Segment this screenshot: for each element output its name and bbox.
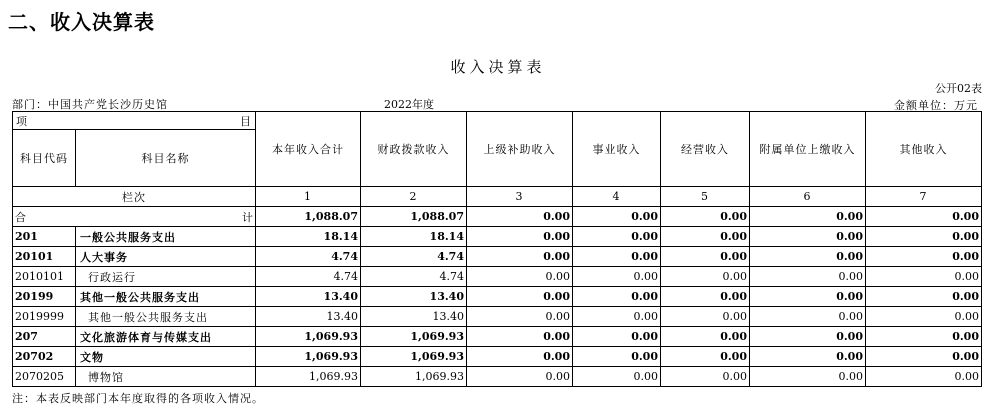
department-label: 部门：中国共产党长沙历史馆 <box>12 98 168 111</box>
row-code: 20199 <box>13 287 76 307</box>
row-value-2: 1,069.93 <box>361 347 467 367</box>
table-row <box>13 267 982 287</box>
row-value-2: 18.14 <box>361 227 467 247</box>
row-value-1: 4.74 <box>256 267 361 287</box>
row-value-6: 0.00 <box>750 247 866 267</box>
col-num-3: 3 <box>467 187 573 207</box>
row-value-7: 0.00 <box>866 327 982 347</box>
table-title: 收入决算表 <box>450 58 546 76</box>
column-number-row <box>13 187 982 207</box>
section-heading: 二、收入决算表 <box>8 10 155 34</box>
col-num-5: 5 <box>661 187 750 207</box>
total-value-1: 1,088.07 <box>256 207 361 227</box>
total-ji: 计 <box>242 210 253 224</box>
xiang-mu-cell <box>13 112 256 130</box>
row-code: 207 <box>13 327 76 347</box>
row-value-4: 0.00 <box>573 327 661 347</box>
table-row <box>13 287 982 307</box>
row-value-4: 0.00 <box>573 287 661 307</box>
row-value-4: 0.00 <box>573 247 661 267</box>
row-value-5: 0.00 <box>661 367 750 387</box>
total-value-5: 0.00 <box>661 207 750 227</box>
row-name: 博物馆 <box>76 367 256 387</box>
total-value-4: 0.00 <box>573 207 661 227</box>
table-row <box>13 247 982 267</box>
total-row <box>13 207 982 227</box>
row-value-5: 0.00 <box>661 347 750 367</box>
row-value-2: 1,069.93 <box>361 367 467 387</box>
row-value-7: 0.00 <box>866 307 982 327</box>
row-value-6: 0.00 <box>750 227 866 247</box>
row-value-1: 1,069.93 <box>256 327 361 347</box>
row-value-2: 13.40 <box>361 307 467 327</box>
row-value-5: 0.00 <box>661 307 750 327</box>
row-value-7: 0.00 <box>866 347 982 367</box>
row-value-3: 0.00 <box>467 367 573 387</box>
row-code: 20702 <box>13 347 76 367</box>
row-value-2: 4.74 <box>361 247 467 267</box>
row-value-7: 0.00 <box>866 247 982 267</box>
row-name: 行政运行 <box>76 267 256 287</box>
col-header-4: 事业收入 <box>573 112 661 187</box>
col-header-2: 财政拨款收入 <box>361 112 467 187</box>
col-header-7: 其他收入 <box>866 112 982 187</box>
row-value-4: 0.00 <box>573 267 661 287</box>
mu-label: 目 <box>240 114 252 128</box>
row-value-6: 0.00 <box>750 327 866 347</box>
row-value-5: 0.00 <box>661 227 750 247</box>
row-value-4: 0.00 <box>573 307 661 327</box>
row-name: 文物 <box>76 347 256 367</box>
col-num-4: 4 <box>573 187 661 207</box>
total-label-cell <box>13 207 256 227</box>
col-num-6: 6 <box>750 187 866 207</box>
row-value-5: 0.00 <box>661 327 750 347</box>
row-name: 一般公共服务支出 <box>76 227 256 247</box>
row-value-6: 0.00 <box>750 267 866 287</box>
row-name: 其他一般公共服务支出 <box>76 287 256 307</box>
total-value-7: 0.00 <box>866 207 982 227</box>
row-value-5: 0.00 <box>661 287 750 307</box>
amount-unit: 金额单位：万元 <box>894 99 978 112</box>
col-header-6: 附属单位上缴收入 <box>750 112 866 187</box>
col-num-1: 1 <box>256 187 361 207</box>
row-value-3: 0.00 <box>467 347 573 367</box>
income-table <box>12 111 982 387</box>
row-value-3: 0.00 <box>467 227 573 247</box>
row-value-1: 1,069.93 <box>256 347 361 367</box>
row-value-3: 0.00 <box>467 327 573 347</box>
total-value-3: 0.00 <box>467 207 573 227</box>
col-header-1: 本年收入合计 <box>256 112 361 187</box>
row-value-4: 0.00 <box>573 367 661 387</box>
total-value-6: 0.00 <box>750 207 866 227</box>
row-value-7: 0.00 <box>866 267 982 287</box>
table-row <box>13 327 982 347</box>
row-name: 人大事务 <box>76 247 256 267</box>
row-value-5: 0.00 <box>661 267 750 287</box>
row-value-4: 0.00 <box>573 227 661 247</box>
col-num-7: 7 <box>866 187 982 207</box>
xiang-label: 项 <box>16 114 28 128</box>
row-value-3: 0.00 <box>467 267 573 287</box>
table-row <box>13 307 982 327</box>
row-value-2: 4.74 <box>361 267 467 287</box>
table-row <box>13 227 982 247</box>
row-value-3: 0.00 <box>467 247 573 267</box>
row-value-7: 0.00 <box>866 367 982 387</box>
row-value-5: 0.00 <box>661 247 750 267</box>
row-value-1: 13.40 <box>256 307 361 327</box>
header-row <box>13 112 982 130</box>
col-header-5: 经营收入 <box>661 112 750 187</box>
code-label: 科目代码 <box>13 130 76 187</box>
row-code: 201 <box>13 227 76 247</box>
form-number: 公开02表 <box>935 82 982 95</box>
row-value-4: 0.00 <box>573 347 661 367</box>
table-row <box>13 367 982 387</box>
row-value-7: 0.00 <box>866 227 982 247</box>
row-value-1: 13.40 <box>256 287 361 307</box>
col-header-3: 上级补助收入 <box>467 112 573 187</box>
name-label: 科目名称 <box>76 130 256 187</box>
lanci-label: 栏次 <box>13 187 256 207</box>
row-code: 2010101 <box>13 267 76 287</box>
col-num-2: 2 <box>361 187 467 207</box>
row-value-6: 0.00 <box>750 287 866 307</box>
row-code: 2019999 <box>13 307 76 327</box>
row-value-3: 0.00 <box>467 287 573 307</box>
total-value-2: 1,088.07 <box>361 207 467 227</box>
row-value-1: 4.74 <box>256 247 361 267</box>
row-value-2: 1,069.93 <box>361 327 467 347</box>
fiscal-year: 2022年度 <box>384 98 434 111</box>
row-value-6: 0.00 <box>750 367 866 387</box>
row-value-1: 18.14 <box>256 227 361 247</box>
row-code: 20101 <box>13 247 76 267</box>
row-value-6: 0.00 <box>750 307 866 327</box>
table-row <box>13 347 982 367</box>
row-value-6: 0.00 <box>750 347 866 367</box>
footnote: 注：本表反映部门本年度取得的各项收入情况。 <box>12 392 264 405</box>
row-value-7: 0.00 <box>866 287 982 307</box>
row-code: 2070205 <box>13 367 76 387</box>
row-name: 其他一般公共服务支出 <box>76 307 256 327</box>
row-name: 文化旅游体育与传媒支出 <box>76 327 256 347</box>
row-value-3: 0.00 <box>467 307 573 327</box>
total-he: 合 <box>15 210 26 224</box>
row-value-1: 1,069.93 <box>256 367 361 387</box>
row-value-2: 13.40 <box>361 287 467 307</box>
